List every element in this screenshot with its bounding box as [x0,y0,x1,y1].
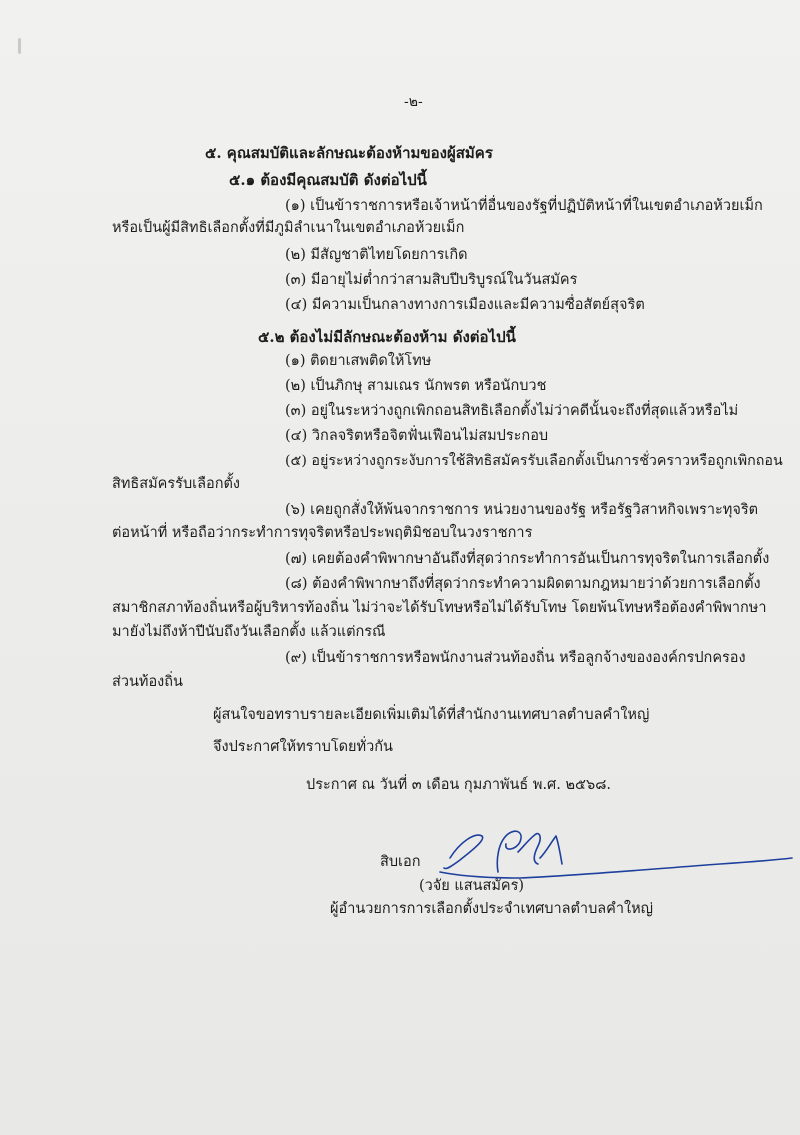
sub2-item9-line2: ส่วนท้องถิ่น [112,674,183,690]
sub2-item6-line1: (๖) เคยถูกสั่งให้พ้นจากราชการ หน่วยงานของรัฐ หรือรัฐวิสาหกิจเพราะทุจริต [285,502,759,518]
sub2-item8-line3: มายังไม่ถึงห้าปีนับถึงวันเลือกตั้ง แล้วแต่กรณี [112,624,386,640]
signer-rank: สิบเอก [380,854,421,870]
sub1-heading: ๕.๑ ต้องมีคุณสมบัติ ดังต่อไปนี้ [229,171,427,189]
sub1-item3: (๓) มีอายุไม่ต่ำกว่าสามสิบปีบริบูรณ์ในวันสมัคร [285,272,578,288]
sub1-item1-line2: หรือเป็นผู้มีสิทธิเลือกตั้งที่มีภูมิลำเนาในเขตอำเภอห้วยเม็ก [112,220,465,236]
contact-note: ผู้สนใจขอทราบรายละเอียดเพิ่มเติมได้ที่สำนักงานเทศบาลตำบลคำใหญ่ [213,707,650,723]
section-heading: ๕. คุณสมบัติและลักษณะต้องห้ามของผู้สมัคร [205,144,493,162]
sub2-item5-line1: (๕) อยู่ระหว่างถูกระงับการใช้สิทธิสมัครรับเลือกตั้งเป็นการชั่วคราวหรือถูกเพิกถอน [285,453,783,469]
signer-position: ผู้อำนวยการการเลือกตั้งประจำเทศบาลตำบลคำใหญ่ [330,901,653,917]
sub2-heading: ๕.๒ ต้องไม่มีลักษณะต้องห้าม ดังต่อไปนี้ [258,328,516,346]
sub1-item2: (๒) มีสัญชาติไทยโดยการเกิด [285,247,468,263]
signer-name: (วจัย แสนสมัคร) [419,878,525,894]
announcement-date: ประกาศ ณ วันที่ ๓ เดือน กุมภาพันธ์ พ.ศ. ๒๕๖๘. [306,777,612,793]
sub1-item1-line1: (๑) เป็นข้าราชการหรือเจ้าหน้าที่อื่นของรัฐที่ปฏิบัติหน้าที่ในเขตอำเภอห้วยเม็ก [285,198,763,214]
sub2-item9-line1: (๙) เป็นข้าราชการหรือพนักงานส่วนท้องถิ่น หรือลูกจ้างขององค์กรปกครอง [285,650,746,666]
sub1-item4: (๔) มีความเป็นกลางทางการเมืองและมีความซื่อสัตย์สุจริต [285,297,645,313]
sub2-item8-line1: (๘) ต้องคำพิพากษาถึงที่สุดว่ากระทำความผิดตามกฎหมายว่าด้วยการเลือกตั้ง [285,576,761,592]
page-number: -๒- [404,94,423,110]
sub2-item1: (๑) ติดยาเสพติดให้โทษ [285,353,432,369]
sub2-item6-line2: ต่อหน้าที่ หรือถือว่ากระทำการทุจริตหรือประพฤติมิชอบในวงราชการ [112,525,533,541]
sub2-item3: (๓) อยู่ในระหว่างถูกเพิกถอนสิทธิเลือกตั้งไม่ว่าคดีนั้นจะถึงที่สุดแล้วหรือไม่ [285,403,739,419]
sub2-item7: (๗) เคยต้องคำพิพากษาอันถึงที่สุดว่ากระทำการอันเป็นการทุจริตในการเลือกตั้ง [285,551,770,567]
sub2-item4: (๔) วิกลจริตหรือจิตฟั่นเฟือนไม่สมประกอบ [285,428,549,444]
sub2-item2: (๒) เป็นภิกษุ สามเณร นักพรต หรือนักบวช [285,378,547,394]
scan-mark [18,38,21,54]
announcement-line: จึงประกาศให้ทราบโดยทั่วกัน [213,739,393,755]
sub2-item8-line2: สมาชิกสภาท้องถิ่นหรือผู้บริหารท้องถิ่น ไม่ว่าจะได้รับโทษหรือไม่ได้รับโทษ โดยพ้นโทษหรือต้องคำพิพากษา [112,600,767,616]
sub2-item5-line2: สิทธิสมัครรับเลือกตั้ง [112,476,240,492]
